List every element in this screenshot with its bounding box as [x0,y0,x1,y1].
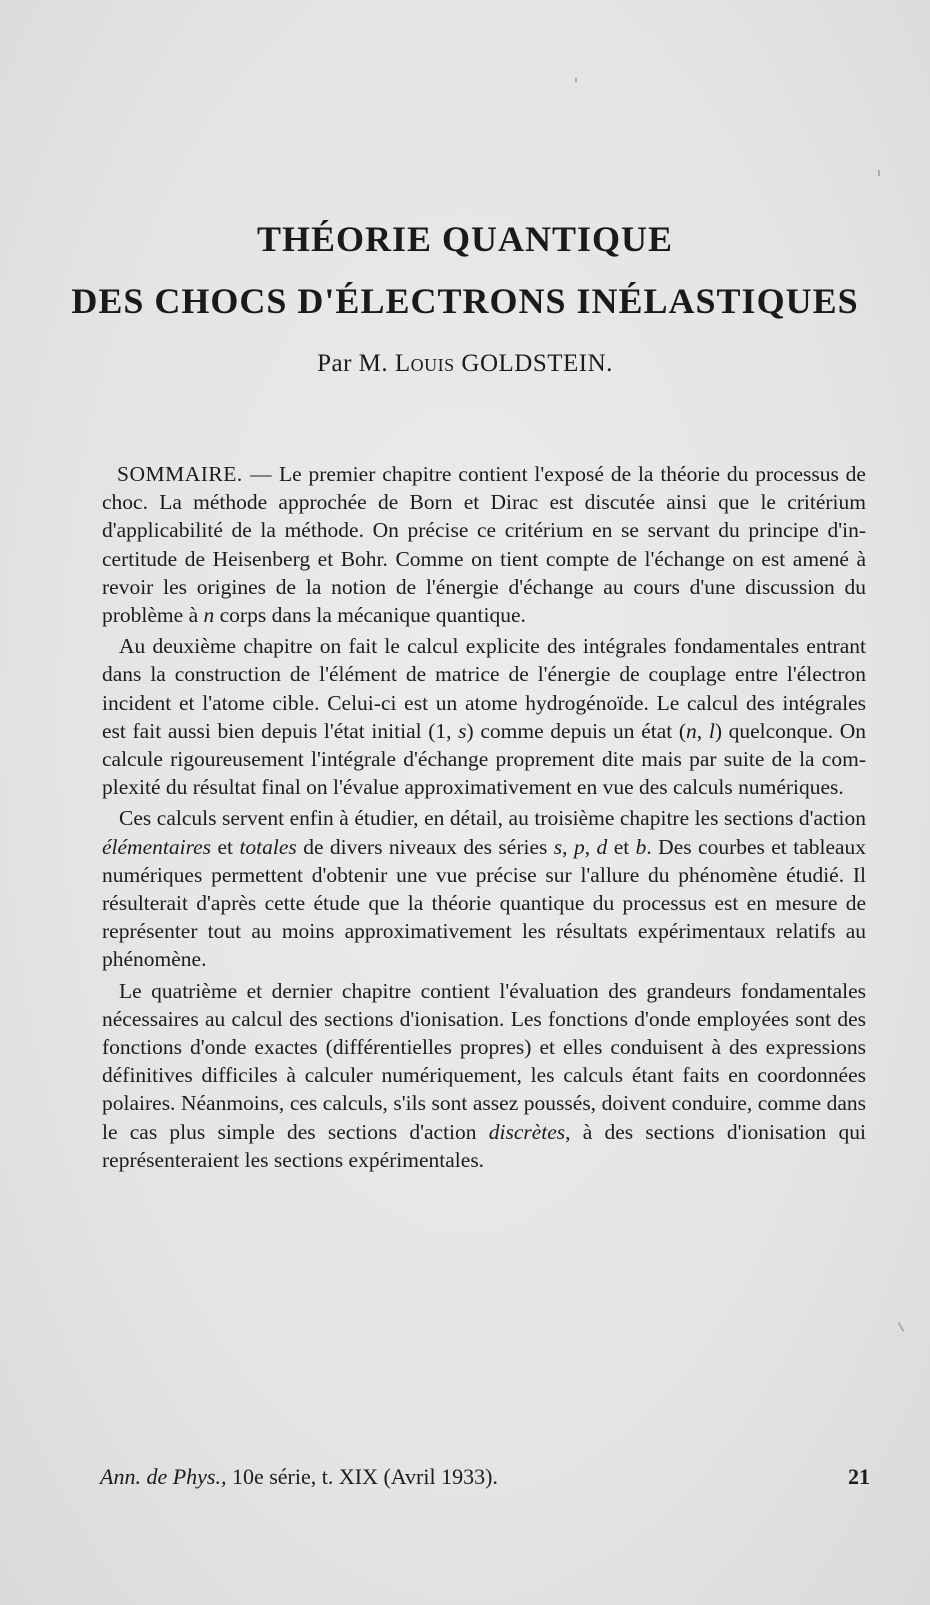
title-line-2: DES CHOCS D'ÉLECTRONS INÉLASTIQUES [71,281,859,321]
abstract-p2-l: l [708,718,715,743]
abstract-p3-et2: et [613,834,630,859]
abstract-p1-end: corps dans la mécanique quantique. [219,603,526,628]
author-first-name: Louis [394,350,455,377]
abstract-p3-b: de divers niveaux des séries [303,834,548,859]
abstract-paragraph-1 [102,460,866,629]
journal-series: 10e série, t. XIX (Avril 1933). [231,1464,498,1489]
abstract-p3-c: . Des courbes et tableaux numériques permettent d'obtenir une vue précise sur l'allure du phénomène étudié. Il résulterait d'après cette étude que la théorie quantique du processus est en mesure de représenter tout au moins approximativement les résultats expérimentaux relatifs au phénomène. [102,834,867,972]
abstract-p3-totales: totales [239,834,297,859]
footer-citation [100,1464,870,1490]
abstract-p2-a: Au deuxième chapitre on fait le calcul explicite des intégrales fondamentales entrant dans la construction de l'élément de matrice de l'énergie de couplage entre l'électron incident et l'atome cible. Celui-ci est un atome hydrogénoïde. Le calcul des intégrales est fait aussi bien depuis l'état initial ( [102,634,866,743]
abstract-p4-a: Le quatrième et dernier chapitre contient l'évaluation des grandeurs fondamentales nécessaires au calcul des sections d'ionisation. Les fonctions d'onde employées sont des fonctions d'onde exactes (différentielles propres) et elles conduisent à des expressions définitives difficiles à calculer numériquement, les calculs étant faits en coordonnées polaires. Néanmoins, ces calculs, s'ils sont assez poussés, doivent conduire, comme dans le cas plus simple des sections d'action [102,978,866,1144]
abstract-p1-n: n [203,603,215,628]
abstract-p3-p: p [573,834,585,859]
abstract-p2-comma2: , [696,718,709,743]
abstract-p3-b6: b [635,834,647,859]
abstract-p1-text: Le premier chapitre contient l'exposé de la théorie du processus de choc. La méthode approchée de Born et Dirac est discutée ainsi que le critérium d'applicabilité de la méthode. On précise ce critérium en se servant du principe d'incertitude de Heisenberg et Bohr. Comme on tient compte de l'échange on est amené à revoir les origines de la notion de l'énergie d'échange au cours d'une discussion du problème à [102,462,866,628]
scan-speck [878,170,880,176]
scan-speck [575,78,577,82]
page-number: 21 [848,1464,870,1489]
abstract-p2-b: ) comme depuis un état ( [466,718,687,743]
abstract-paragraph-3: Ces calculs servent enfin à étudier, en détail, au troisième chapitre les sections d'action élémentaires et totales de divers niveaux des séries s, p, d et b. Des courbes et tableaux numériques permettent d'obtenir une vue précise sur l'allure du phénomène étudié. Il résulterait d'après cette étude que la théorie quantique du processus est en mesure de représenter tout au moins approximativement les résultats expérimentaux relatifs au phénomène. [102,806,867,972]
abstract-p2-one: 1 [435,718,447,743]
abstract [102,460,866,1177]
abstract-p4-discretes: discrètes [488,1119,566,1144]
abstract-p2-n: n [686,718,697,743]
title-line-1: THÉORIE QUANTIQUE [256,219,674,259]
author-prefix: Par M. [317,350,389,377]
abstract-p3-s: s [553,834,563,859]
journal-name: Ann. de Phys., [100,1464,227,1489]
abstract-p3-d: d [596,834,608,859]
abstract-p2-c: ) quelconque. On calcule rigoureusement l'intégrale d'échange proprement dite mais par suite de la complexité du résultat final on l'évalue approximativement en vue des calculs numériques. [102,718,867,800]
author-line [0,350,930,378]
author-last-name: GOLDSTEIN. [461,350,613,377]
abstract-p2-comma1: , [446,718,459,743]
abstract-p2-s: s [458,718,467,743]
abstract-lead: SOMMAIRE. — [117,462,273,486]
abstract-p4-b: , à des sections d'ionisation qui représenteraient les sections expérimentales. [102,1119,866,1172]
abstract-paragraph-4 [102,977,866,1174]
abstract-p3-et: et [217,834,234,859]
abstract-p3-a: Ces calculs servent enfin à étudier, en détail, au troisième chapitre les sections d'action [119,806,866,831]
abstract-p3-elementaires: élémentaires [102,834,212,859]
abstract-paragraph-2 [102,632,866,801]
scan-speck [898,1322,905,1332]
